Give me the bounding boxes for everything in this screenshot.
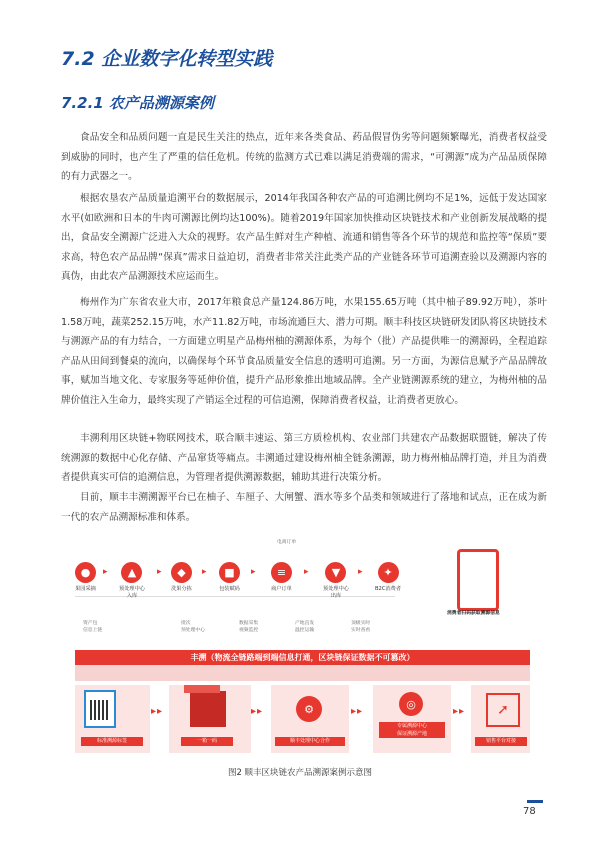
arrow-icon: ▸ [202, 567, 207, 577]
figure-caption: 图2 顺丰区块链农产品溯源案例示意图 [227, 768, 373, 778]
info-label: 顶级实时 实时查看 [351, 621, 371, 633]
dots-icon: ▸▸ [351, 706, 364, 717]
warehouse-icon: ▲ [121, 562, 142, 583]
order-icon: ≡ [271, 562, 292, 583]
step-4 [219, 562, 240, 593]
wash-icon: ◆ [171, 562, 192, 583]
arrow-icon: ▸ [251, 567, 256, 577]
phone-label: 消费者扫码获取溯源信息 [447, 611, 500, 616]
trace-center-icon: ◎ [399, 692, 423, 716]
step-label: 预处理中心 出库 [323, 586, 349, 599]
blockchain-band: 丰溯（物流全链路端到端信息打通，区块链保证数据不可篡改） [75, 650, 530, 665]
arrow-icon: ▸ [157, 567, 162, 577]
step-label: 洗果分拣 [171, 586, 192, 592]
arrow-icon: ▸ [358, 567, 363, 577]
dots-icon: ▸▸ [251, 706, 264, 717]
arrow-icon: ▸ [304, 567, 309, 577]
apple-icon: ● [75, 562, 96, 583]
paragraph-4: 丰溯利用区块链+物联网技术，联合顺丰速运、第三方质检机构、农业部门共建农产品数据联盟链，解决了传统溯源的数据中心化存储、产品窜货等痛点。丰溯通过建设梅州柚全链条溯源，助力梅州柚品牌打造，并且为消费者提供真实可信的追溯信息，为管理者提供溯源数据，辅助其进行决策分析。 [61, 433, 547, 483]
info-label: 产地直发 温控运输 [295, 621, 315, 633]
step-label: 果园采摘 [75, 586, 96, 592]
band-shadow [75, 665, 530, 681]
bottom-label: 专属溯源中心 保证溯源产地 [379, 722, 445, 738]
box-icon: ■ [219, 562, 240, 583]
info-label: 数据采集 视频监控 [239, 621, 259, 633]
page-number-bar [527, 800, 543, 803]
step-5 [271, 562, 292, 593]
step-3 [171, 562, 192, 593]
cursor-icon: ➚ [486, 693, 520, 727]
top-label: 电商订单 [277, 540, 297, 545]
qr-code-icon [84, 690, 116, 728]
arrow-icon: ▸ [103, 567, 108, 577]
paragraph-2: 根据农垦农产品质量追溯平台的数据展示，2014年我国各种农产品的可追溯比例均不足1%，远低于发达国家水平(如欧洲和日本的牛肉可溯源比例均达100%)。随着2019年国家加快推动区块链技术和产业创新发展战略的提出，食品安全溯源广泛进入大众的视野。农产品生鲜对生产种植、流通和销售等各个环节的规范和监控等“保质”要求高，特色农产品品牌“保真”需求日益迫切，消费者非常关注此类产品的产业链各环节可追溯查验以及溯源内容的真伪，由此农产品溯源技术应运而生。 [61, 193, 547, 282]
traceability-figure [61, 538, 544, 756]
info-label: 资产包 信息上链 [83, 621, 103, 633]
step-label: B2C消费者 [375, 586, 402, 592]
step-7 [375, 562, 401, 593]
warehouse-out-icon: ▼ [325, 562, 346, 583]
section-heading: 7.2 企业数字化转型实践 [61, 48, 273, 70]
bottom-label: 一箱一码 [181, 737, 233, 746]
info-label: 批次 预处理中心 [181, 621, 205, 633]
paragraph-1: 食品安全和品质问题一直是民生关注的热点，近年来各类食品、药品假冒伪劣等问题频繁曝光，消费者权益受到威胁的同时，也产生了严重的信任危机。传统的监测方式已难以满足消费端的需求，“可溯源”成为产品品质保障的有力武器之一。 [61, 132, 547, 182]
step-1 [75, 562, 96, 593]
phone-icon [457, 549, 499, 611]
page-number: 78 [523, 806, 536, 817]
step-6 [323, 562, 349, 600]
subsection-heading: 7.2.1 农产品溯源案例 [61, 94, 214, 112]
step-2 [119, 562, 145, 600]
step-label: 商户订单 [271, 586, 292, 592]
bottom-label: 销售平台对接 [475, 737, 527, 746]
step-label: 预处理中心 入库 [119, 586, 145, 599]
paragraph-3: 梅州作为广东省农业大市，2017年粮食总产量124.86万吨，水果155.65万吨（其中柚子89.92万吨），茶叶1.58万吨，蔬菜252.15万吨，水产11.82万吨，市场流通巨大、潜力可期。顺丰科技区块链研发团队将区块链技术与溯源产品的有力结合，一方面建立明星产品梅州柚的溯源体系，为每个（批）产品提供唯一的溯源码，全程追踪产品从田间到餐桌的流向，以确保每个环节食品质量安全信息的透明可追溯。另一方面，为源信息赋予产品品牌故事，赋加当地文化、专家服务等延伸价值，提升产品形象推出地域品牌。全产业链溯源系统的建立，为梅州柚的品牌价值注入生命力，最终实现了产销运全过程的可信追溯，保障消费者权益，让消费者更放心。 [61, 297, 547, 406]
package-icon [190, 691, 226, 727]
paragraph-5: 目前，顺丰丰溯溯源平台已在柚子、车厘子、大闸蟹、酒水等多个品类和领域进行了落地和试点，正在成为新一代的农产品溯源标准和体系。 [61, 492, 547, 523]
consumer-icon: ✦ [378, 562, 399, 583]
bottom-label: 标准溯源标签 [81, 737, 143, 746]
processing-center-icon: ⚙ [296, 696, 322, 722]
step-label: 包装赋码 [219, 586, 240, 592]
dots-icon: ▸▸ [151, 706, 164, 717]
dots-icon: ▸▸ [453, 706, 466, 717]
bottom-label: 顺丰处理中心合作 [275, 737, 345, 746]
